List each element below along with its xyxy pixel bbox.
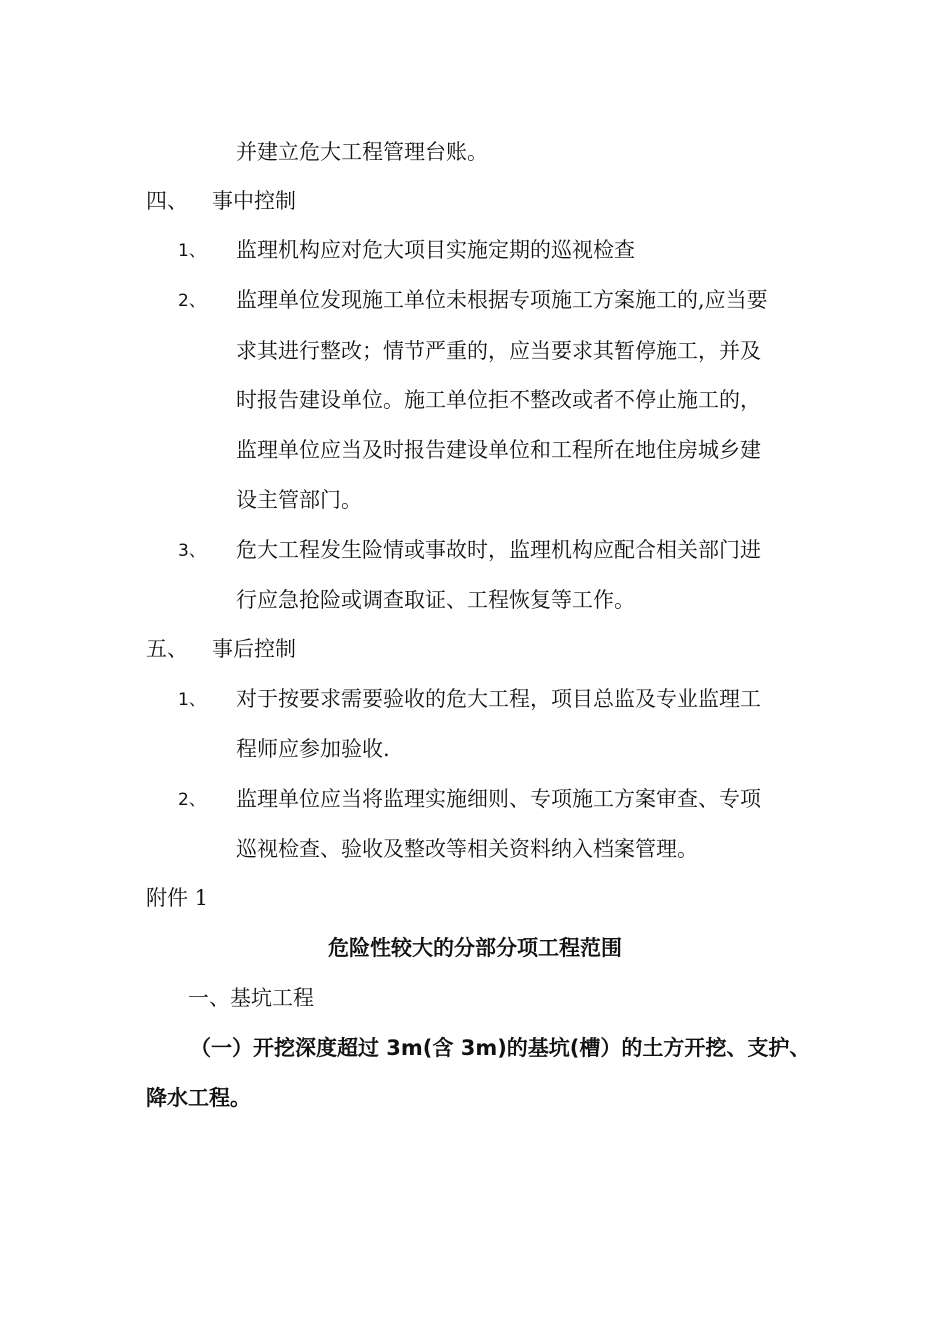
section4-heading: 事中控制 <box>212 189 296 213</box>
section3-tail-text: 并建立危大工程管理台账。 <box>236 140 488 164</box>
section4-item2-line4: 监理单位应当及时报告建设单位和工程所在地住房城乡建 <box>236 438 761 462</box>
section4-item2-line2: 求其进行整改；情节严重的，应当要求其暂停施工，并及 <box>236 339 761 363</box>
section4-item3-marker: 3、 <box>178 541 206 561</box>
section4-item3-line1: 危大工程发生险情或事故时，监理机构应配合相关部门进 <box>236 538 761 562</box>
section4-marker: 四、 <box>146 189 188 213</box>
section5-item2-marker: 2、 <box>178 790 206 810</box>
section4-item2-marker: 2、 <box>178 291 206 311</box>
section5-item2-line1: 监理单位应当将监理实施细则、专项施工方案审查、专项 <box>236 787 761 811</box>
attachment-title: 危险性较大的分部分项工程范围 <box>328 936 622 960</box>
section5-item1-line2: 程师应参加验收. <box>236 737 390 761</box>
attachment-item1-line2: 降水工程。 <box>146 1086 251 1110</box>
section5-item1-line1: 对于按要求需要验收的危大工程，项目总监及专业监理工 <box>236 687 761 711</box>
section5-item2-line2: 巡视检查、验收及整改等相关资料纳入档案管理。 <box>236 837 698 861</box>
section5-marker: 五、 <box>146 637 188 661</box>
section5-item1-marker: 1、 <box>178 690 206 710</box>
section4-item1-line1: 监理机构应对危大项目实施定期的巡视检查 <box>236 238 635 262</box>
attachment-subheading: 一、基坑工程 <box>188 986 314 1010</box>
section4-item2-line3: 时报告建设单位。施工单位拒不整改或者不停止施工的， <box>236 388 761 412</box>
section5-heading: 事后控制 <box>212 637 296 661</box>
section4-item2-line5: 设主管部门。 <box>236 488 362 512</box>
section4-item3-line2: 行应急抢险或调查取证、工程恢复等工作。 <box>236 588 635 612</box>
attachment-item1-line1: （一）开挖深度超过 3m(含 3m)的基坑(槽）的土方开挖、支护、 <box>190 1036 811 1060</box>
section4-item2-line1: 监理单位发现施工单位未根据专项施工方案施工的,应当要 <box>236 288 768 312</box>
attachment-label: 附件 1 <box>146 886 209 910</box>
section4-item1-marker: 1、 <box>178 241 206 261</box>
